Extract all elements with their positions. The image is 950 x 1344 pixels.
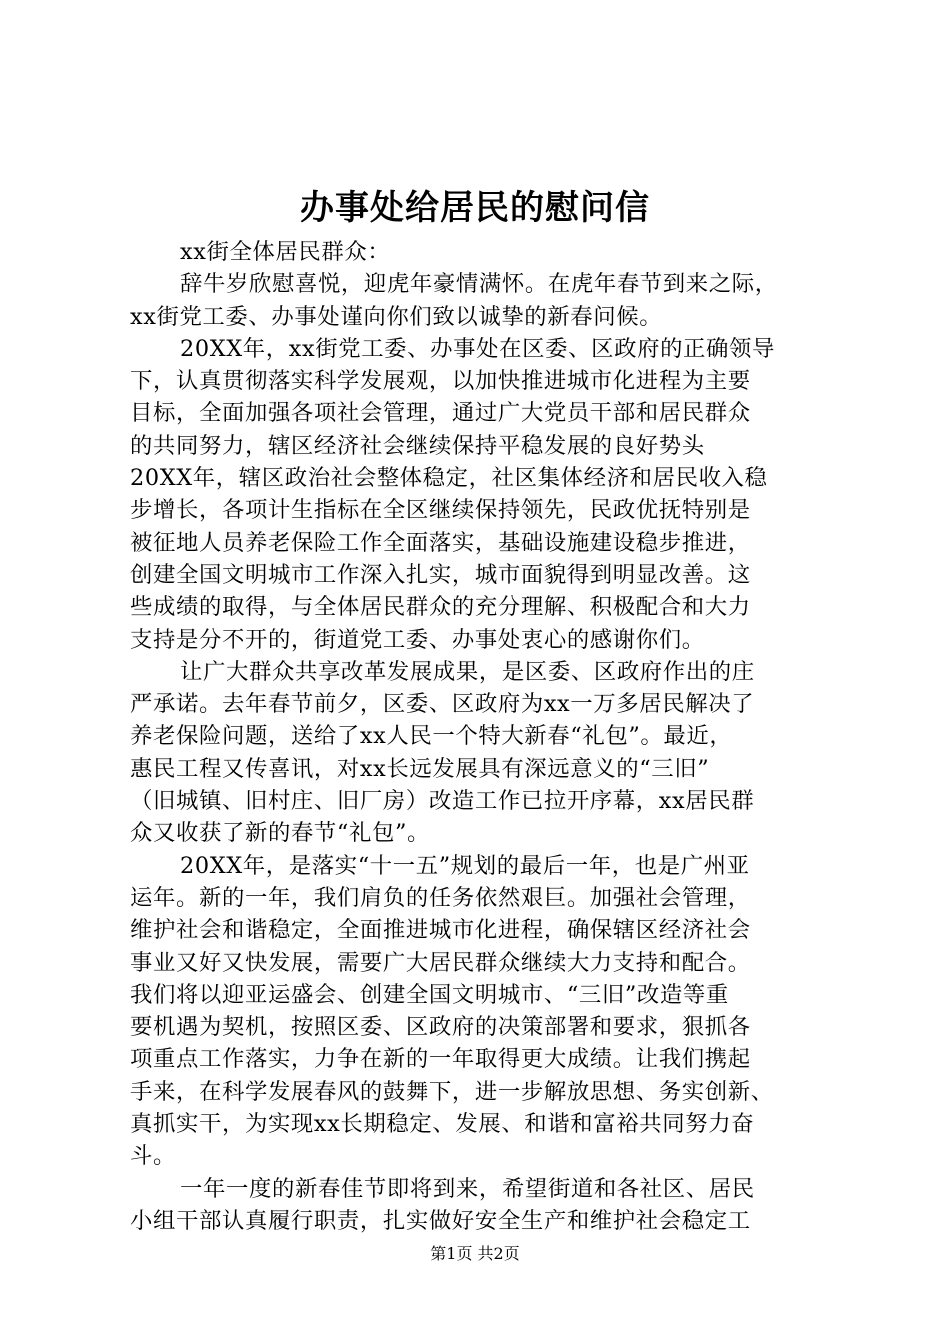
paragraph-line: 真抓实干，为实现xx长期稳定、发展、和谐和富裕共同努力奋 (130, 1111, 755, 1138)
paragraph-line: 要机遇为契机，按照区委、区政府的决策部署和要求，狠抓各 (130, 1014, 751, 1041)
paragraph-line: 的共同努力，辖区经济社会继续保持平稳发展的良好势头 (130, 432, 705, 459)
paragraph-line: 下，认真贯彻落实科学发展观，以加快推进城市化进程为主要 (130, 368, 751, 395)
paragraph-line: 斗。 (130, 1143, 176, 1170)
document-title: 办事处给居民的慰问信 (300, 188, 650, 228)
paragraph-line: （旧城镇、旧村庄、旧厂房）改造工作已拉开序幕，xx居民群 (130, 788, 755, 815)
paragraph-line: 支持是分不开的，街道党工委、办事处衷心的感谢你们。 (130, 626, 705, 653)
paragraph-line: 养老保险问题，送给了xx人民一个特大新春“礼包”。最近， (130, 723, 733, 750)
paragraph-line: 被征地人员养老保险工作全面落实，基础设施建设稳步推进， (130, 529, 751, 556)
paragraph-line: 创建全国文明城市工作深入扎实，城市面貌得到明显改善。这 (130, 561, 751, 588)
paragraph-line: 让广大群众共享改革发展成果，是区委、区政府作出的庄 (180, 658, 755, 685)
paragraph-line: 惠民工程又传喜讯，对xx长远发展具有深远意义的“三旧” (130, 755, 710, 782)
paragraph-line: 20XX年，是落实“十一五”规划的最后一年，也是广州亚 (180, 852, 750, 879)
paragraph-line: 20XX年，xx街党工委、办事处在区委、区政府的正确领导 (180, 335, 776, 362)
paragraph-line: 项重点工作落实，力争在新的一年取得更大成绩。让我们携起 (130, 1046, 751, 1073)
paragraph-line: 小组干部认真履行职责，扎实做好安全生产和维护社会稳定工 (130, 1207, 751, 1234)
paragraph-line: 事业又好又快发展，需要广大居民群众继续大力支持和配合。 (130, 949, 751, 976)
paragraph-line: 手来，在科学发展春风的鼓舞下，进一步解放思想、务实创新、 (130, 1078, 774, 1105)
paragraph-line: 辞牛岁欣慰喜悦，迎虎年豪情满怀。在虎年春节到来之际， (180, 271, 778, 298)
document-body (130, 236, 840, 1237)
paragraph-line: 众又收获了新的春节“礼包”。 (130, 820, 430, 847)
paragraph-line: 严承诺。去年春节前夕，区委、区政府为xx一万多居民解决了 (130, 691, 755, 718)
paragraph-line: 20XX年，辖区政治社会整体稳定，社区集体经济和居民收入稳 (130, 465, 768, 492)
paragraph-line: 一年一度的新春佳节即将到来，希望街道和各社区、居民 (180, 1175, 755, 1202)
paragraph-line: xx街党工委、办事处谨向你们致以诚挚的新春问候。 (130, 303, 663, 330)
paragraph-line: 运年。新的一年，我们肩负的任务依然艰巨。加强社会管理， (130, 884, 751, 911)
paragraph-line: 步增长，各项计生指标在全区继续保持领先，民政优抚特别是 (130, 497, 751, 524)
page-number-footer: 第1页 共2页 (430, 1244, 520, 1263)
paragraph-line: 目标，全面加强各项社会管理，通过广大党员干部和居民群众 (130, 400, 751, 427)
paragraph-line: 些成绩的取得，与全体居民群众的充分理解、积极配合和大力 (130, 594, 751, 621)
paragraph-line: 我们将以迎亚运盛会、创建全国文明城市、“三旧”改造等重 (130, 981, 729, 1008)
salutation: xx街全体居民群众： (180, 239, 391, 265)
paragraph-line: 维护社会和谐稳定，全面推进城市化进程，确保辖区经济社会 (130, 917, 751, 944)
